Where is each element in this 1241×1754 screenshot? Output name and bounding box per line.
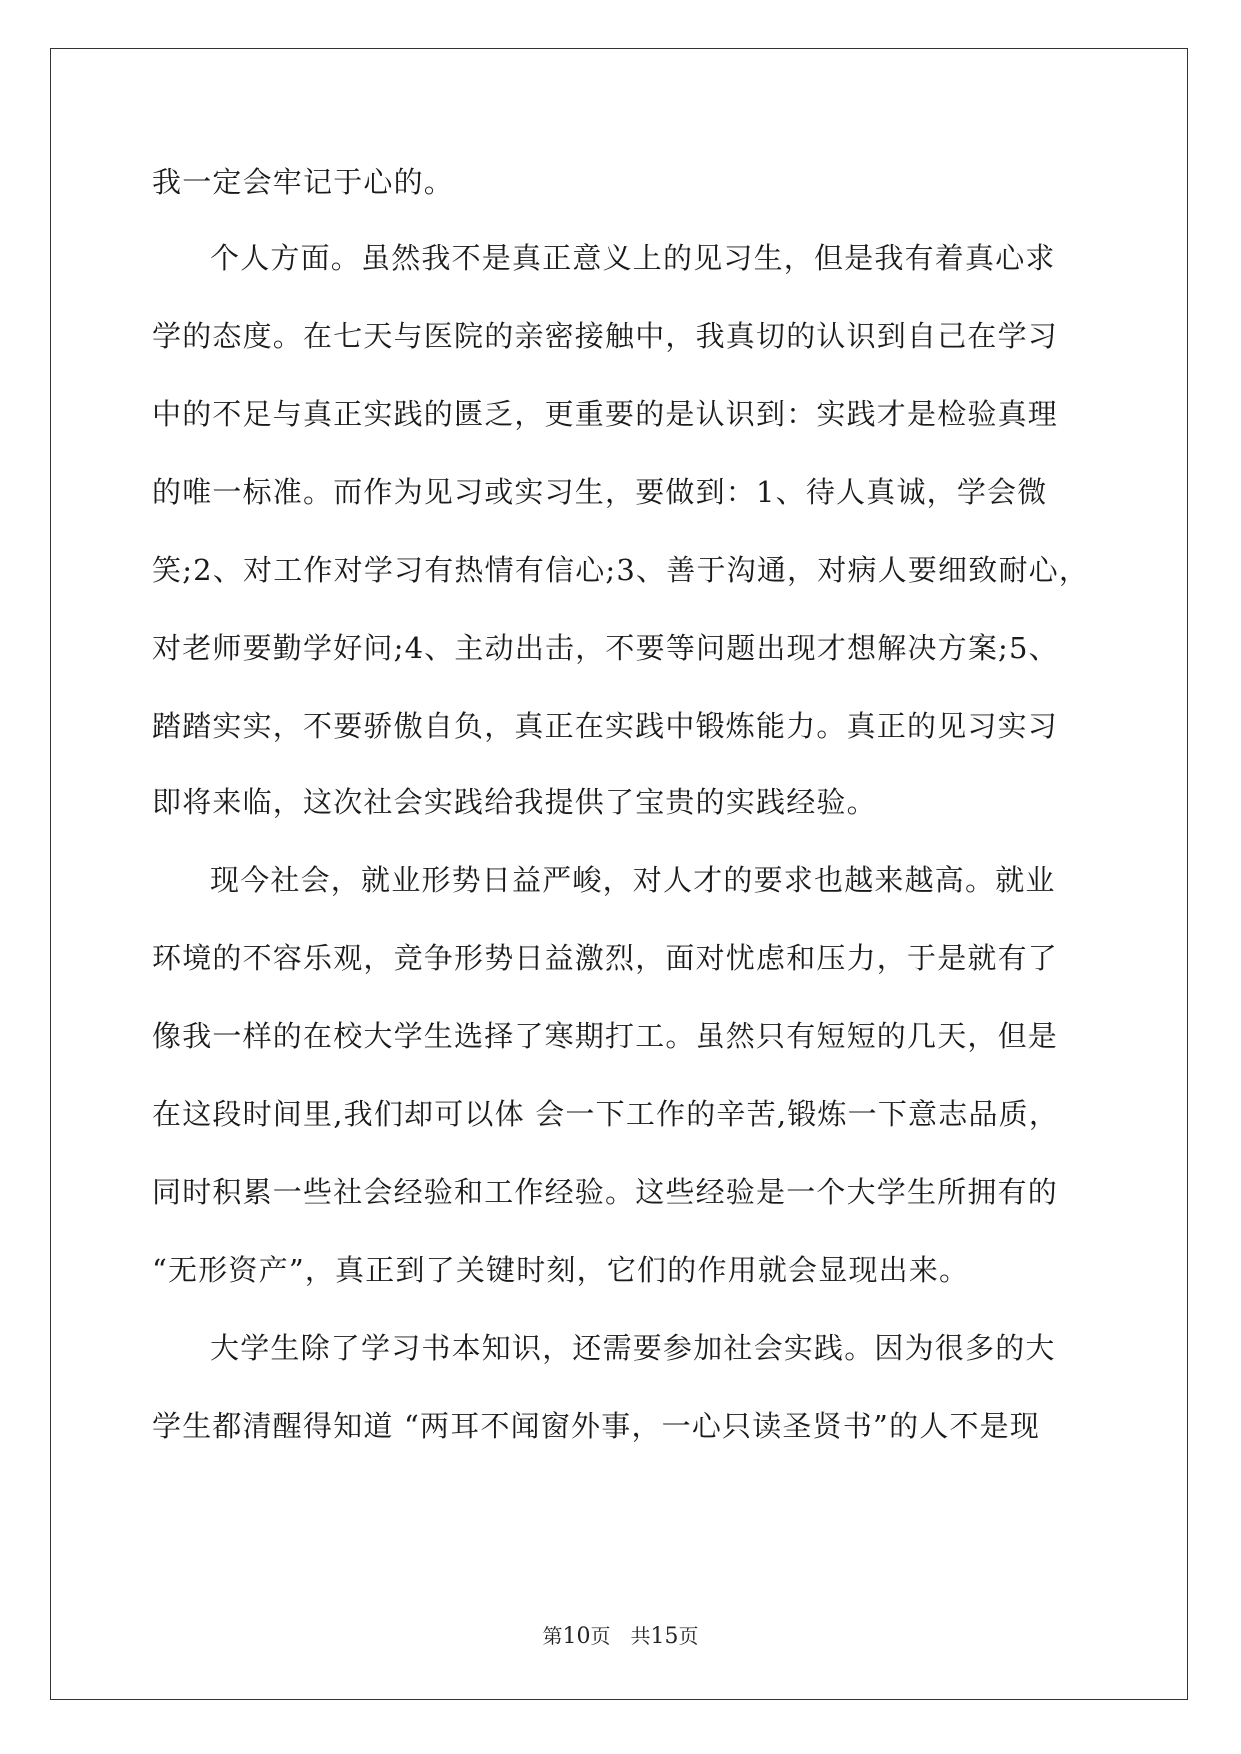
page-footer [0,1620,1241,1649]
text-line: 在这段时间里,我们却可以体 会一下工作的辛苦,锻炼一下意志品质， [152,1097,1060,1131]
paragraph-first-line: 个人方面。虽然我不是真正意义上的见习生，但是我有着真心求 [210,241,1056,275]
paragraph-first-line: 现今社会，就业形势日益严峻，对人才的要求也越来越高。就业 [210,863,1056,897]
page-number: 10 [562,1624,591,1649]
text-line: 踏踏实实，不要骄傲自负，真正在实践中锻炼能力。真正的见习实习 [152,709,1059,743]
text-line: “无形资产”，真正到了关键时刻，它们的作用就会显现出来。 [152,1253,970,1287]
text-line: 的唯一标准。而作为见习或实习生，要做到：1、待人真诚，学会微 [152,475,1048,509]
paragraph-first-line: 大学生除了学习书本知识，还需要参加社会实践。因为很多的大 [210,1331,1056,1365]
text-line: 中的不足与真正实践的匮乏，更重要的是认识到：实践才是检验真理 [152,397,1059,431]
total-suffix: 页 [678,1624,699,1648]
page-mid: 页 [590,1624,611,1648]
text-line: 笑;2、对工作对学习有热情有信心;3、善于沟通，对病人要细致耐心， [152,553,1090,587]
page-total: 15 [650,1624,679,1649]
text-line: 即将来临，这次社会实践给我提供了宝贵的实践经验。 [152,785,877,819]
total-prefix: 共 [630,1624,651,1648]
text-line: 同时积累一些社会经验和工作经验。这些经验是一个大学生所拥有的 [152,1175,1059,1209]
text-line: 学生都清醒得知道 “两耳不闻窗外事，一心只读圣贤书”的人不是现 [152,1409,1041,1443]
text-line: 我一定会牢记于心的。 [152,165,455,199]
text-line: 像我一样的在校大学生选择了寒期打工。虽然只有短短的几天，但是 [152,1019,1059,1053]
text-line: 环境的不容乐观，竞争形势日益激烈，面对忧虑和压力，于是就有了 [152,941,1059,975]
text-line: 学的态度。在七天与医院的亲密接触中，我真切的认识到自己在学习 [152,319,1059,353]
text-line: 对老师要勤学好问;4、主动出击，不要等问题出现才想解决方案;5、 [152,631,1059,665]
page-prefix: 第 [542,1624,563,1648]
